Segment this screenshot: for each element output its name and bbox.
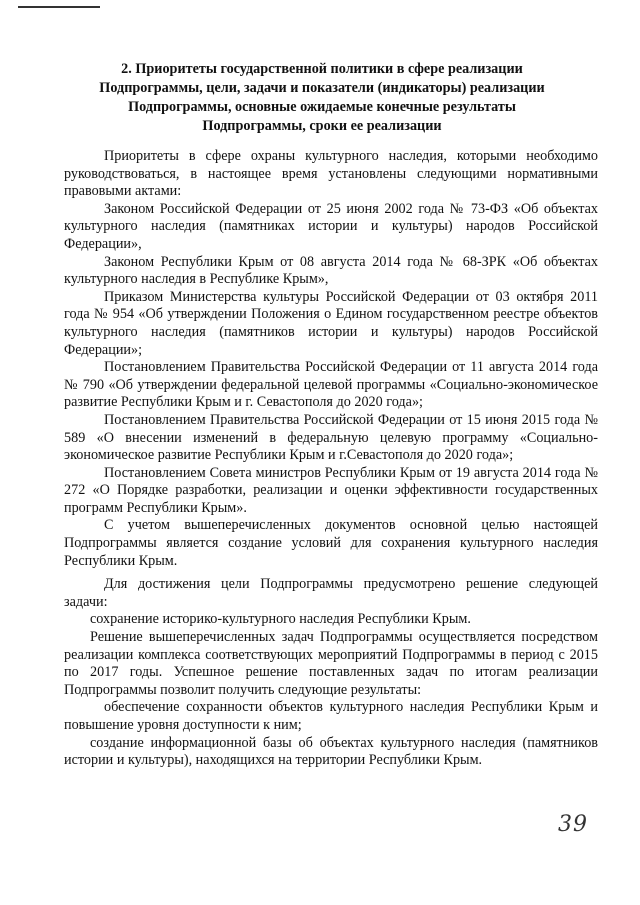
heading-line-3: Подпрограммы, основные ожидаемые конечные результаты: [128, 99, 516, 115]
heading-line-1: 2. Приоритеты государственной политики в сфере реализации: [121, 61, 523, 77]
page-number: 39: [558, 812, 588, 837]
paragraph-crimea-law: Законом Республики Крым от 08 августа 2014 года № 68-ЗРК «Об объектах культурного наследия в Республике Крым»,: [64, 253, 598, 288]
paragraph-result-preservation: обеспечение сохранности объектов культурного наследия Республики Крым и повышение уровня доступности к ним;: [64, 699, 598, 733]
paragraph-government-resolution-790: Постановлением Правительства Российской Федерации от 11 августа 2014 года № 790 «Об утверждении федеральной целевой программы «Социально-экономическое развитие Республики Крым и г. Севастополя до 2020 года»;: [64, 359, 598, 411]
heading-line-4: Подпрограммы, сроки ее реализации: [202, 118, 442, 134]
body-text: [64, 148, 598, 770]
paragraph-main-goal: С учетом вышеперечисленных документов основной целью настоящей Подпрограммы является создание условий для сохранения культурного наследия Республики Крым.: [64, 517, 598, 569]
paragraph-result-database: создание информационной базы об объектах культурного наследия (памятников истории и культуры), находящихся на территории Республики Крым.: [64, 734, 598, 769]
paragraph-government-resolution-589: Постановлением Правительства Российской Федерации от 15 июня 2015 года № 589 «О внесении изменений в федеральную целевую программу «Социально-экономическое развитие Республики Крым и г.Севастополя до 2020 года»;: [64, 411, 598, 464]
paragraph-tasks-intro: Для достижения цели Подпрограммы предусмотрено решение следующей задачи:: [64, 576, 598, 610]
paragraph-task-preservation: сохранение историко-культурного наследия Республики Крым.: [90, 611, 471, 628]
heading-line-2: Подпрограммы, цели, задачи и показатели (индикаторы) реализации: [99, 80, 545, 96]
paragraph-federal-law: Законом Российской Федерации от 25 июня 2002 года № 73-ФЗ «Об объектах культурного наследия (памятниках истории и культуры) народов Российской Федерации»,: [64, 200, 598, 252]
section-heading: [62, 60, 582, 136]
paragraph-implementation: Решение вышеперечисленных задач Подпрограммы осуществляется посредством реализации комплекса соответствующих мероприятий Подпрограммы в период с 2015 по 2017 годы. Успешное решение поставленных задач по итогам реализации Подпрограммы позволит получить следующие результаты:: [64, 629, 598, 698]
paragraph-ministry-order: Приказом Министерства культуры Российской Федерации от 03 октября 2011 года № 954 «Об утверждении Положения о Едином государственном реестре объектов культурного наследия (памятников истории и культуры) народов Российской Федерации»;: [64, 288, 598, 358]
paragraph-intro: Приоритеты в сфере охраны культурного наследия, которыми необходимо руководствоваться, в настоящее время установлены следующими нормативными правовыми актами:: [64, 148, 598, 200]
top-rule: [18, 6, 100, 8]
paragraph-council-resolution-272: Постановлением Совета министров Республики Крым от 19 августа 2014 года № 272 «О Порядке разработки, реализации и оценки эффективности государственных программ Республики Крым».: [64, 464, 598, 516]
